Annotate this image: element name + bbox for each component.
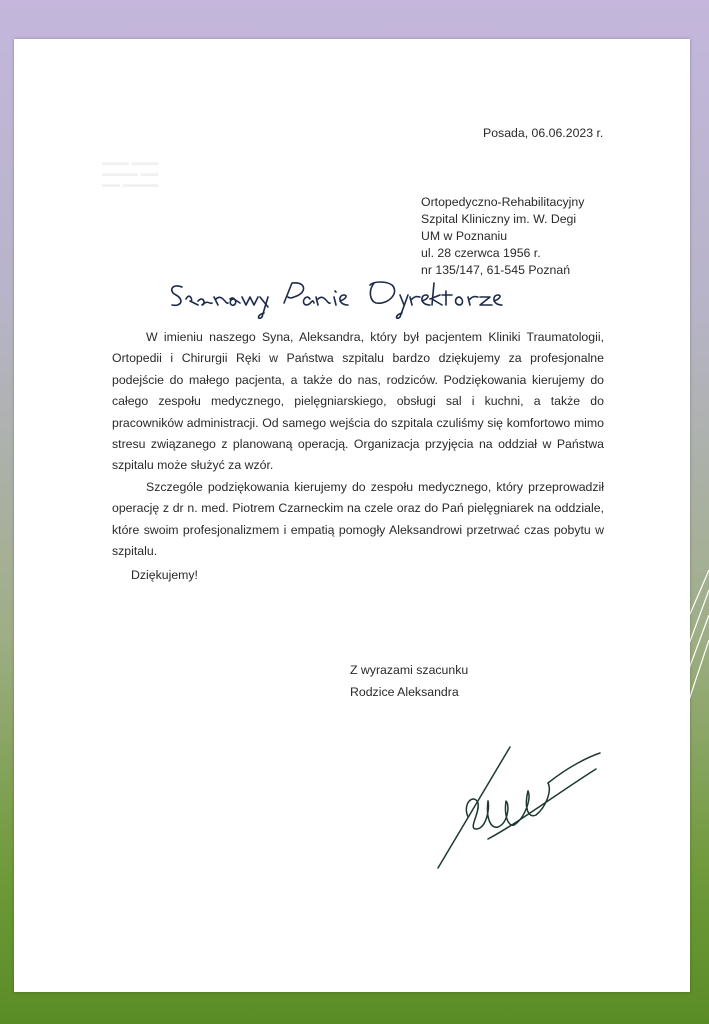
handwritten-salutation — [164, 277, 504, 319]
recipient-line: ul. 28 czerwca 1956 r. — [421, 246, 541, 260]
letter-closing — [350, 659, 468, 703]
recipient-line: Szpital Kliniczny im. W. Degi — [421, 212, 577, 226]
recipient-address — [421, 194, 584, 279]
sender-name: Rodzice Aleksandra — [350, 685, 459, 699]
letter-date: Posada, 06.06.2023 r. — [483, 126, 604, 140]
body-paragraph: W imieniu naszego Syna, Aleksandra, który był pacjentem Kliniki Traumatologii, Ortopedii i Chirurgii Ręki w Państwa szpitalu bardzo dziękujemy za profesjonalne podejście do małego pacjenta, a także do nas, rodziców. Podziękowania kierujemy do całego zespołu medycznego, pielęgniarskiego, obsługi sal i kuchni, a także do pracowników administracji. Od samego wejścia do szpitala czuliśmy się komfortowo mimo stresu związanego z planowaną operacją. Organizacja przyjęcia na oddział w Państwa szpitalu może służyć za wzór. — [112, 330, 604, 473]
bleed-through-text: ▬▬▬ ▬▬▬ ▬▬▬▬ ▬▬ ▬▬ ▬▬▬▬ — [102, 157, 159, 189]
recipient-line: UM w Poznaniu — [421, 229, 508, 243]
body-paragraph: Szczególe podziękowania kierujemy do zespołu medycznego, który przeprowadził operację z dr n. med. Piotrem Czarneckim na czele oraz do Pań pielęgniarek na oddziale, które swoim profesjonalizmem i empatią pomogły Aleksandrowi przetrwać czas pobytu w szpitalu. — [112, 479, 604, 559]
letter-page — [14, 39, 690, 992]
recipient-line: Ortopedyczno-Rehabilitacyjny — [421, 195, 585, 209]
recipient-line: nr 135/147, 61-545 Poznań — [421, 263, 571, 277]
closing-phrase: Z wyrazami szacunku — [350, 663, 469, 677]
letter-body — [112, 327, 604, 562]
handwritten-signature — [428, 743, 608, 873]
letter-thanks: Dziękujemy! — [131, 568, 198, 582]
